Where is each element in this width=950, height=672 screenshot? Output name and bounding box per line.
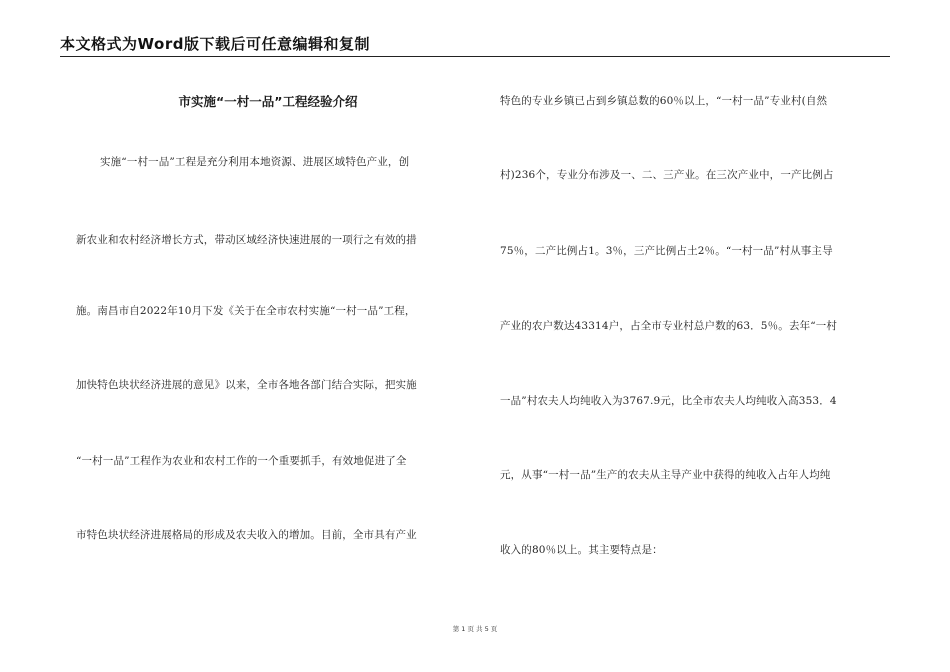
right-column-line: 收入的80％以上。其主要特点是： [500, 544, 663, 556]
right-column-line: 75％，二产比例占1。3％，三产比例占土2％。“一村一品”村从事主导 [500, 245, 833, 257]
left-column-line: 实施“一村一品”工程是充分利用本地资源、进展区域特色产业，创 [100, 156, 410, 168]
left-column-line: 新农业和农村经济增长方式，带动区域经济快速进展的一项行之有效的措 [76, 234, 417, 246]
right-column-line: 元，从事“一村一品”生产的农夫从主导产业中获得的纯收入占年人均纯 [500, 469, 831, 481]
left-column-line: 施。南昌市自2022年10月下发《关于在全市农村实施“一村一品”工程， [76, 305, 416, 317]
right-column-line: 一品”村农夫人均纯收入为3767.9元，比全市农夫人均纯收入高353．4 [500, 395, 837, 407]
header-divider [60, 56, 890, 57]
document-header-banner: 本文格式为Word版下载后可任意编辑和复制 [60, 35, 370, 53]
left-column-line: “一村一品”工程作为农业和农村工作的一个重要抓手，有效地促进了全 [76, 455, 407, 467]
left-column-line: 市特色块状经济进展格局的形成及农夫收入的增加。目前，全市具有产业 [76, 529, 417, 541]
right-column-line: 特色的专业乡镇已占到乡镇总数的60％以上，“一村一品”专业村(自然 [500, 95, 828, 107]
right-column-line: 产业的农户数达43314户，占全市专业村总户数的63．5％。去年“一村 [500, 320, 838, 332]
document-title: 市实施“一村一品”工程经验介绍 [178, 94, 358, 109]
right-column-line: 村)236个，专业分布涉及一、二、三产业。在三次产业中，一产比例占 [500, 169, 834, 181]
page-number-footer: 第 1 页 共 5 页 [452, 625, 498, 633]
left-column-line: 加快特色块状经济进展的意见》以来，全市各地各部门结合实际，把实施 [76, 379, 417, 391]
